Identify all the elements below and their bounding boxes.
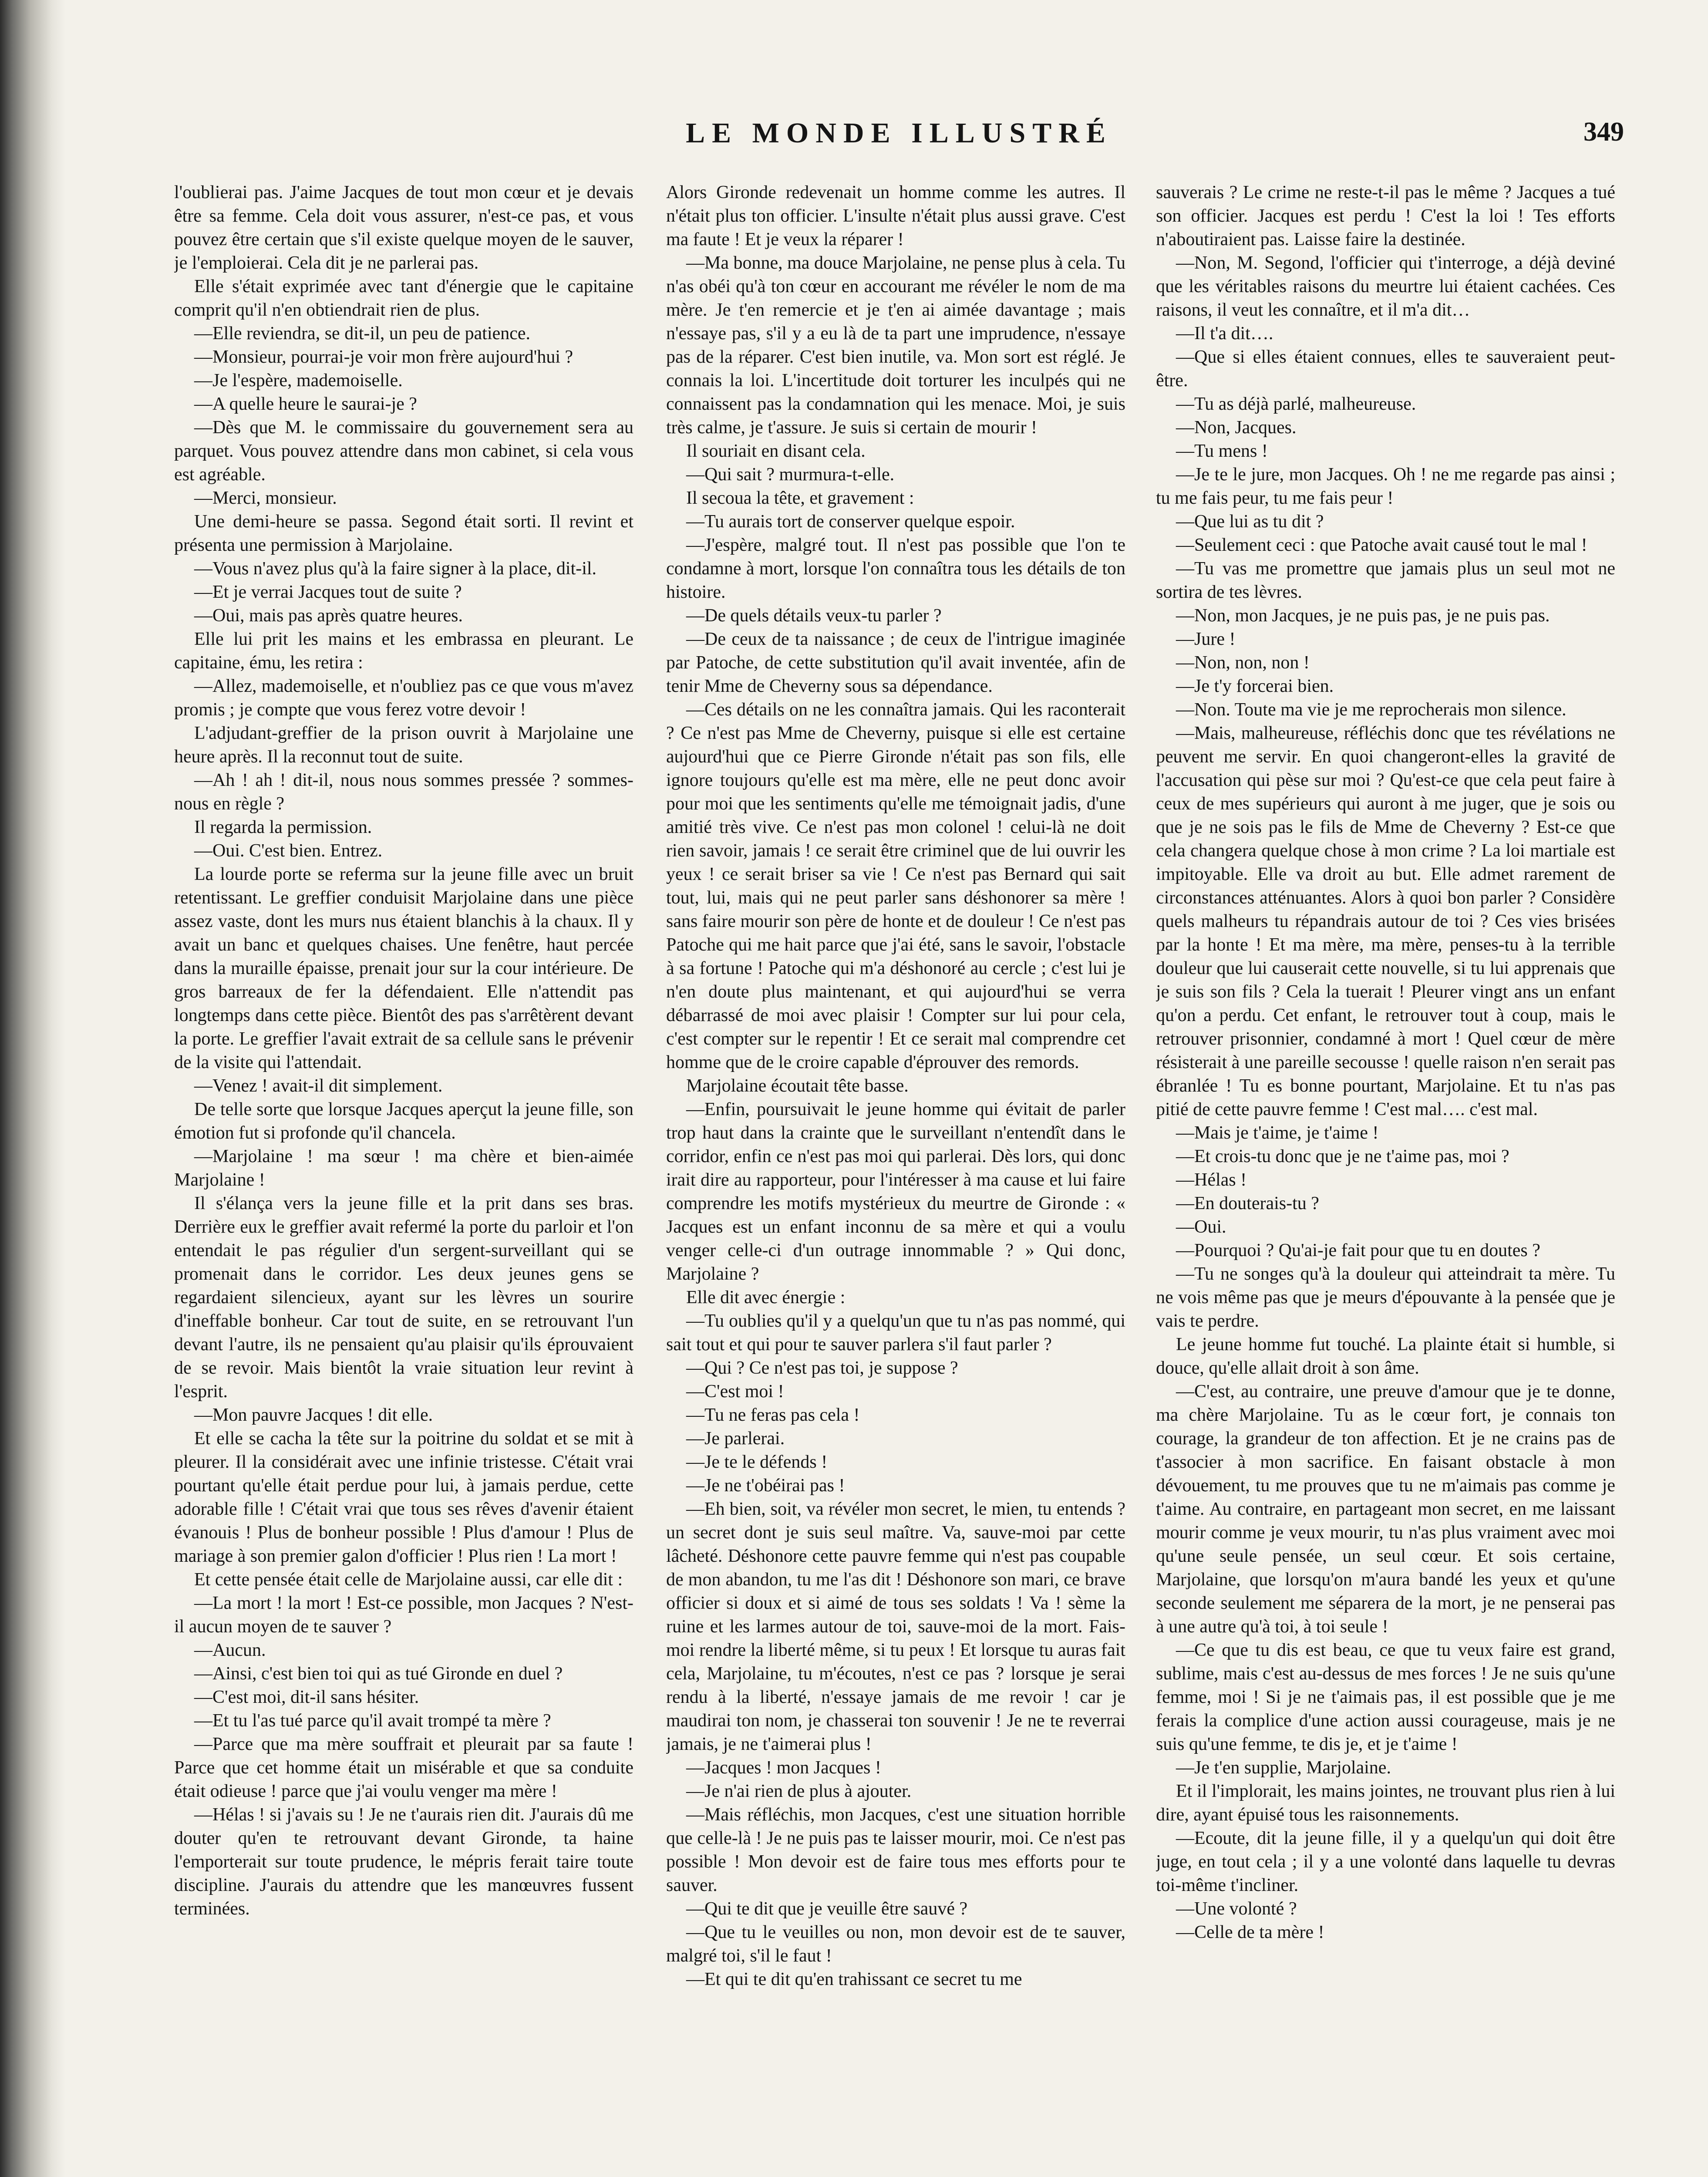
- paragraph: Marjolaine écoutait tête basse.: [686, 1076, 909, 1096]
- paragraph: —Je te le défends !: [686, 1452, 828, 1472]
- paragraph: —Je ne t'obéirai pas !: [686, 1476, 845, 1496]
- paragraph: —Monsieur, pourrai-je voir mon frère aujourd'hui ?: [194, 347, 573, 367]
- paragraph: —Tu ne feras pas cela !: [686, 1405, 860, 1425]
- paragraph: —Tu aurais tort de conserver quelque espoir.: [686, 512, 1015, 532]
- paragraph: —Mais, malheureuse, réfléchis donc que tes révélations ne peuvent me servir. En quoi changeront-elles la gravité de l'accusation qui pèse sur moi ? Qu'est-ce que cela peut faire à ceux de mes supérieurs qui auront à me juger, que je sois ou que je ne sois pas le fils de Mme de Cheverny ? Est-ce que cela changera quelque chose à mon crime ? La loi martiale est impitoyable. Elle va droit au but. Elle admet rarement de circonstances atténuantes. Alors à quoi bon parler ? Considère quels malheurs tu répandrais autour de toi ? Ces vies brisées par la honte ! Et ma mère, ma mère, penses-tu à la terrible douleur que lui causerait cette nouvelle, si tu lui apprenais que je suis son fils ? Cela la tuerait ! Pleurer vingt ans un enfant qu'on a perdu. Cet enfant, le retrouver tout à coup, mais le retrouver prisonnier, condamné à mort ! Quel cœur de mère résisterait à une pareille secousse ! quelle raison n'en serait pas ébranlée ! Tu es bonne pourtant, Marjolaine. Et tu n'as pas pitié de cette pauvre femme ! C'est mal…. c'est mal.: [1156, 723, 1615, 1119]
- paragraph: —Ah ! ah ! dit-il, nous nous sommes pressée ? sommes-nous en règle ?: [174, 770, 633, 814]
- paragraph: —Je t'y forcerai bien.: [1176, 676, 1334, 696]
- paragraph: Il souriait en disant cela.: [686, 441, 866, 461]
- paragraph: —Non. Toute ma vie je me reprocherais mon silence.: [1176, 700, 1567, 720]
- paragraph: —Tu as déjà parlé, malheureuse.: [1176, 394, 1416, 414]
- paragraph: —Tu oublies qu'il y a quelqu'un que tu n'as pas nommé, qui sait tout et qui pour te sauver parlera s'il faut parler ?: [666, 1311, 1125, 1355]
- paragraph: —J'espère, malgré tout. Il n'est pas possible que l'on te condamne à mort, lorsque l'on connaîtra tous les détails de ton histoire.: [666, 535, 1125, 602]
- paragraph: —Ces détails on ne les connaîtra jamais. Qui les raconterait ? Ce n'est pas Mme de Cheverny, puisque si elle est certaine aujourd'hui que ce Pierre Gironde n'était pas son fils, elle ignore toujours qu'elle est ma mère, elle ne peut donc avoir pour moi que les sentiments qu'elle me témoignait jadis, d'une amitié très vive. Ce n'est pas mon colonel ! celui-là ne doit rien savoir, jamais ! ce serait être criminel que de lui ouvrir les yeux ! ce serait briser sa vie ! Ce n'est pas Bernard qui sait tout, lui, mais qui ne peut parler sans déshonorer sa mère ! sans faire mourir son père de honte et de douleur ! Ce n'est pas Patoche qui me hait parce que j'ai été, sans le savoir, l'obstacle à sa fortune ! Patoche qui m'a déshonoré au cercle ; c'est lui je n'en doute plus maintenant, et qui aujourd'hui se verra débarrassé de moi avec plaisir ! Compter sur lui pour cela, c'est compter sur le repentir ! Et ce serait mal comprendre cet homme que de le croire capable d'éprouver des remords.: [666, 700, 1125, 1072]
- paragraph: —Enfin, poursuivait le jeune homme qui évitait de parler trop haut dans la crainte que le surveillant n'entendît dans le corridor, enfin ce n'est pas moi qui parlerai. Dès lors, qui donc irait dire au rapporteur, pour l'intéresser à ma cause et lui faire comprendre les motifs mystérieux du meurtre de Gironde : « Jacques est un enfant inconnu de sa mère et qui a voulu venger celle-ci d'un outrage innommable ? » Qui donc, Marjolaine ?: [666, 1099, 1125, 1284]
- paragraph: —Il t'a dit….: [1176, 324, 1273, 344]
- paragraph: —Qui ? Ce n'est pas toi, je suppose ?: [686, 1358, 958, 1378]
- paragraph: —Ce que tu dis est beau, ce que tu veux faire est grand, sublime, mais c'est au-dessus de mes forces ! Je ne suis qu'une femme, moi ! Si je ne t'aimais pas, il est possible que je me ferais la complice d'une action aussi courageuse, mais je ne suis qu'une femme, te dis je, et je t'aime !: [1156, 1640, 1615, 1754]
- paragraph: —Je parlerai.: [686, 1429, 785, 1449]
- paragraph: —Et crois-tu donc que je ne t'aime pas, moi ?: [1176, 1146, 1509, 1166]
- text-column-3: [1156, 181, 1615, 2177]
- paragraph: Elle lui prit les mains et les embrassa en pleurant. Le capitaine, ému, les retira :: [174, 629, 633, 673]
- page-number: 349: [1583, 117, 1624, 147]
- paragraph: —Et je verrai Jacques tout de suite ?: [194, 582, 462, 602]
- paragraph: —Que si elles étaient connues, elles te sauveraient peut-être.: [1156, 347, 1615, 391]
- paragraph: —C'est moi !: [686, 1382, 784, 1402]
- paragraph: —En douterais-tu ?: [1176, 1193, 1319, 1213]
- paragraph: Une demi-heure se passa. Segond était sorti. Il revint et présenta une permission à Marjolaine.: [174, 512, 633, 555]
- paragraph: —Qui sait ? murmura-t-elle.: [686, 465, 895, 485]
- paragraph: —Tu ne songes qu'à la douleur qui atteindrait ta mère. Tu ne vois même pas que je meurs d'épouvante à la pensée que je vais te perdre.: [1156, 1264, 1615, 1331]
- paragraph: Alors Gironde redevenait un homme comme les autres. Il n'était plus ton officier. L'insulte n'était plus aussi grave. C'est ma faute ! Et je veux la réparer !: [666, 182, 1125, 249]
- paragraph: l'oublierai pas. J'aime Jacques de tout mon cœur et je devais être sa femme. Cela doit vous assurer, n'est-ce pas, et vous pouvez être certain que s'il existe quelque moyen de le sauver, je l'emploierai. Cela dit je ne parlerai pas.: [174, 182, 633, 273]
- masthead-title: LE MONDE ILLUSTRÉ: [686, 117, 1112, 149]
- paragraph: La lourde porte se referma sur la jeune fille avec un bruit retentissant. Le greffier conduisit Marjolaine dans une pièce assez vaste, dont les murs nus étaient blanchis à la chaux. Il y avait un banc et quelques chaises. Une fenêtre, haut percée dans la muraille épaisse, prenait jour sur la cour intérieure. De gros barreaux de fer la défendaient. Elle n'attendit pas longtemps dans cette pièce. Bientôt des pas s'arrêtèrent devant la porte. Le greffier l'avait extrait de sa cellule sans le prévenir de la visite qui l'attendait.: [174, 864, 633, 1072]
- paragraph: —La mort ! la mort ! Est-ce possible, mon Jacques ? N'est-il aucun moyen de te sauver ?: [174, 1593, 633, 1637]
- paragraph: —Jure !: [1176, 629, 1236, 649]
- paragraph: —Ainsi, c'est bien toi qui as tué Gironde en duel ?: [194, 1664, 563, 1684]
- paragraph: —Tu mens !: [1176, 441, 1268, 461]
- paragraph: —Je n'ai rien de plus à ajouter.: [686, 1781, 912, 1801]
- paragraph: —Oui, mais pas après quatre heures.: [194, 606, 463, 626]
- paragraph: —Et tu l'as tué parce qu'il avait trompé ta mère ?: [194, 1711, 551, 1731]
- paragraph: —De quels détails veux-tu parler ?: [686, 606, 942, 626]
- paragraph: —Hélas ! si j'avais su ! Je ne t'aurais rien dit. J'aurais dû me douter qu'en te retrouvant devant Gironde, ta haine l'emporterait sur toute prudence, le mépris ferait taire toute discipline. J'aurais du attendre que les manœuvres fussent terminées.: [174, 1805, 633, 1919]
- paragraph: —Venez ! avait-il dit simplement.: [194, 1076, 443, 1096]
- paragraph: —Vous n'avez plus qu'à la faire signer à la place, dit-il.: [194, 559, 597, 579]
- paragraph: —Que tu le veuilles ou non, mon devoir est de te sauver, malgré toi, s'il le faut !: [666, 1922, 1125, 1966]
- paragraph: —Allez, mademoiselle, et n'oubliez pas ce que vous m'avez promis ; je compte que vous ferez votre devoir !: [174, 676, 633, 720]
- paragraph: —Mais je t'aime, je t'aime !: [1176, 1123, 1379, 1143]
- paragraph: —Qui te dit que je veuille être sauvé ?: [686, 1899, 968, 1919]
- paragraph: Elle dit avec énergie :: [686, 1287, 846, 1308]
- paragraph: —Marjolaine ! ma sœur ! ma chère et bien-aimée Marjolaine !: [174, 1146, 633, 1190]
- page-header: [174, 117, 1624, 165]
- paragraph: —De ceux de ta naissance ; de ceux de l'intrigue imaginée par Patoche, de cette substitution qu'il avait inventée, afin de tenir Mme de Cheverny sous sa dépendance.: [666, 629, 1125, 696]
- text-column-1: [174, 181, 633, 2177]
- paragraph: —Aucun.: [194, 1640, 266, 1660]
- paragraph: —Je te le jure, mon Jacques. Oh ! ne me regarde pas ainsi ; tu me fais peur, tu me fais peur !: [1156, 465, 1615, 508]
- paragraph: —Celle de ta mère !: [1176, 1922, 1324, 1942]
- paragraph: —Tu vas me promettre que jamais plus un seul mot ne sortira de tes lèvres.: [1156, 559, 1615, 602]
- paragraph: —Parce que ma mère souffrait et pleurait par sa faute ! Parce que cet homme était un misérable et que sa conduite était odieuse ! parce que j'ai voulu venger ma mère !: [174, 1734, 633, 1801]
- paragraph: —Oui.: [1176, 1217, 1226, 1237]
- paragraph: —C'est, au contraire, une preuve d'amour que je te donne, ma chère Marjolaine. Tu as le cœur fort, je connais ton courage, la grandeur de ton affection. Et je ne crains pas de t'associer à mon sacrifice. En faisant obstacle à mon dévouement, tu me prouves que tu ne m'aimais pas comme je t'aime. Au contraire, en partageant mon secret, en me laissant mourir comme je veux mourir, tu n'as plus vraiment avec moi qu'une seule pensée, un seul cœur. Et sois certaine, Marjolaine, que lorsqu'on m'aura bandé les yeux et qu'une seconde seulement me séparera de la mort, je ne penserai pas à une autre qu'à toi, à toi seule !: [1156, 1382, 1615, 1637]
- paragraph: —Hélas !: [1176, 1170, 1247, 1190]
- paragraph: sauverais ? Le crime ne reste-t-il pas le même ? Jacques a tué son officier. Jacques est perdu ! C'est la loi ! Tes efforts n'aboutiraient pas. Laisse faire la destinée.: [1156, 182, 1615, 249]
- paragraph: Elle s'était exprimée avec tant d'énergie que le capitaine comprit qu'il n'en obtiendrait rien de plus.: [174, 276, 633, 320]
- binding-gutter: [0, 0, 65, 2177]
- paragraph: —Oui. C'est bien. Entrez.: [194, 841, 383, 861]
- paragraph: —Non, M. Segond, l'officier qui t'interroge, a déjà deviné que les véritables raisons du meurtre lui étaient cachées. Ces raisons, il veut les connaître, et il m'a dit…: [1156, 253, 1615, 320]
- paragraph: De telle sorte que lorsque Jacques aperçut la jeune fille, son émotion fut si profonde qu'il chancela.: [174, 1099, 633, 1143]
- paragraph: —Seulement ceci : que Patoche avait causé tout le mal !: [1176, 535, 1587, 555]
- text-column-2: [666, 181, 1125, 2177]
- paragraph: —Elle reviendra, se dit-il, un peu de patience.: [194, 324, 531, 344]
- paragraph: —Merci, monsieur.: [194, 488, 337, 508]
- paragraph: —Eh bien, soit, va révéler mon secret, le mien, tu entends ? un secret dont je suis seul maître. Va, sauve-moi par cette lâcheté. Déshonore cette pauvre femme qui n'est pas coupable de mon abandon, tu me l'as dit ! Déshonore son mari, ce brave officier si doux et si aimé de tous ses soldats ! Va ! sème la ruine et les larmes autour de toi, sauve-moi de la mort. Fais-moi rendre la liberté même, si tu peux ! Et lorsque tu auras fait cela, Marjolaine, tu m'écoutes, n'est ce pas ? lorsque je serai rendu à la liberté, n'essaye jamais de me revoir ! car je maudirai ton nom, je chasserai ton souvenir ! Je ne te reverrai jamais, je ne t'aimerai plus !: [666, 1499, 1125, 1754]
- paragraph: Et elle se cacha la tête sur la poitrine du soldat et se mit à pleurer. Il la considérait avec une infinie tristesse. C'était vrai pourtant qu'elle était perdue pour lui, à jamais perdue, cette adorable fille ! C'était vrai que tous ses rêves d'avenir étaient évanouis ! Plus de bonheur possible ! Plus d'amour ! Plus de mariage à son premier galon d'officier ! Plus rien ! La mort !: [174, 1429, 633, 1566]
- paragraph: Le jeune homme fut touché. La plainte était si humble, si douce, qu'elle allait droit à son âme.: [1156, 1335, 1615, 1378]
- paragraph: —Ecoute, dit la jeune fille, il y a quelqu'un qui doit être juge, en tout cela ; il y a une volonté dans laquelle tu devras toi-même t'incliner.: [1156, 1828, 1615, 1895]
- paragraph: —Je l'espère, mademoiselle.: [194, 371, 403, 391]
- paragraph: —A quelle heure le saurai-je ?: [194, 394, 417, 414]
- paragraph: —Que lui as tu dit ?: [1176, 512, 1324, 532]
- paragraph: —Non, Jacques.: [1176, 418, 1297, 438]
- paragraph: —C'est moi, dit-il sans hésiter.: [194, 1687, 419, 1707]
- paragraph: —Non, non, non !: [1176, 653, 1310, 673]
- paragraph: —Jacques ! mon Jacques !: [686, 1758, 881, 1778]
- paragraph: —Je t'en supplie, Marjolaine.: [1176, 1758, 1391, 1778]
- paragraph: —Une volonté ?: [1176, 1899, 1297, 1919]
- paragraph: —Et qui te dit qu'en trahissant ce secret tu me: [686, 1969, 1022, 1989]
- paragraph: Et cette pensée était celle de Marjolaine aussi, car elle dit :: [194, 1570, 623, 1590]
- paragraph: —Pourquoi ? Qu'ai-je fait pour que tu en doutes ?: [1176, 1240, 1540, 1260]
- paragraph: —Mon pauvre Jacques ! dit elle.: [194, 1405, 433, 1425]
- paragraph: —Mais réfléchis, mon Jacques, c'est une situation horrible que celle-là ! Je ne puis pas te laisser mourir, moi. Ce n'est pas possible ! Mon devoir est de faire tous mes efforts pour te sauver.: [666, 1805, 1125, 1895]
- paragraph: Et il l'implorait, les mains jointes, ne trouvant plus rien à lui dire, ayant épuisé tous les raisonnements.: [1156, 1781, 1615, 1825]
- paragraph: Il s'élança vers la jeune fille et la prit dans ses bras. Derrière eux le greffier avait refermé la porte du parloir et l'on entendait le pas régulier d'un sergent-surveillant qui se promenait dans le corridor. Les deux jeunes gens se regardaient silencieux, ayant sur les lèvres un sourire d'ineffable bonheur. Car tout de suite, en se retrouvant l'un devant l'autre, ils ne pensaient qu'au plaisir qu'ils éprouvaient de se revoir. Mais bientôt la vraie situation leur revint à l'esprit.: [174, 1193, 633, 1402]
- paragraph: —Ma bonne, ma douce Marjolaine, ne pense plus à cela. Tu n'as obéi qu'à ton cœur en accourant me révéler le nom de ma mère. Je t'en remercie et je t'en ai aimée davantage ; mais n'essaye pas, s'il y a eu là de ta part une imprudence, n'essaye pas de la réparer. C'est bien inutile, va. Mon sort est réglé. Je connais la loi. L'incertitude doit torturer les inculpés qui ne connaissent pas la condamnation qui les menace. Moi, je suis très calme, je t'assure. Je suis si certain de mourir !: [666, 253, 1125, 438]
- paragraph: Il secoua la tête, et gravement :: [686, 488, 914, 508]
- paragraph: —Dès que M. le commissaire du gouvernement sera au parquet. Vous pouvez attendre dans mon cabinet, si cela vous est agréable.: [174, 418, 633, 485]
- paragraph: L'adjudant-greffier de la prison ouvrit à Marjolaine une heure après. Il la reconnut tout de suite.: [174, 723, 633, 767]
- paragraph: Il regarda la permission.: [194, 817, 372, 837]
- paragraph: —Non, mon Jacques, je ne puis pas, je ne puis pas.: [1176, 606, 1550, 626]
